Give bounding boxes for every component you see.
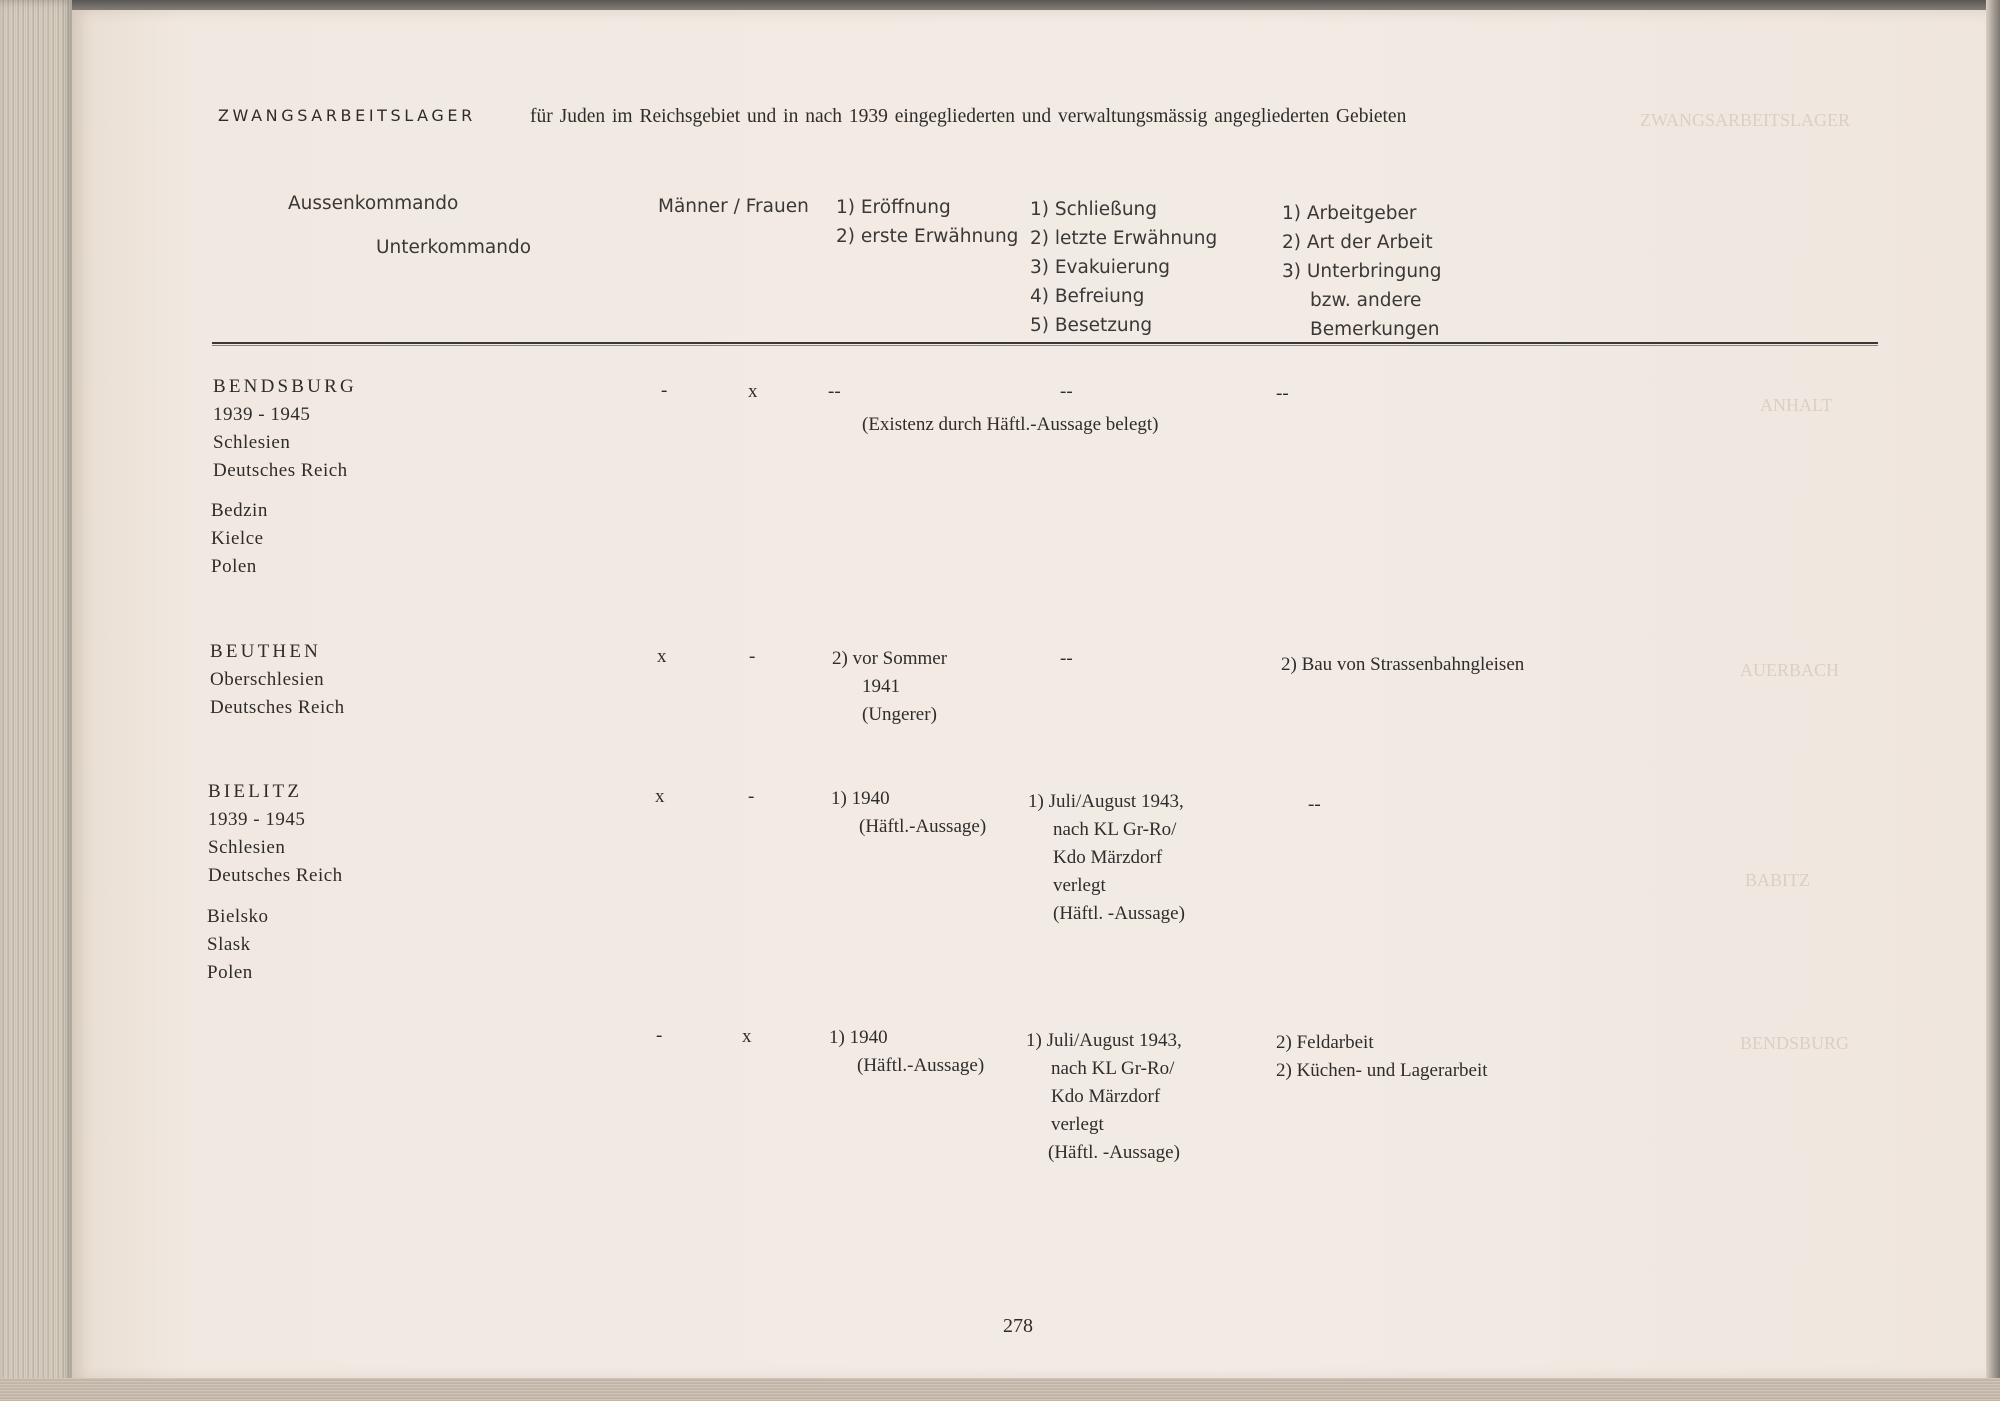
remarks-line: 2) Küchen- und Lagerarbeit (1276, 1060, 1488, 1081)
women-mark: x (748, 381, 758, 402)
camp-name-block (210, 638, 345, 722)
closing-line: nach KL Gr-Ro/ (1053, 819, 1177, 840)
scan-right-edge (1986, 0, 2000, 1401)
opening-cell (832, 645, 947, 729)
remarks-cell (1276, 1029, 1488, 1085)
document-title-rest: für Juden im Reichsgebiet und in nach 1939 eingegliederten und verwaltungsmässig angegliederten Gebieten (530, 106, 1407, 127)
header-remarks (1282, 199, 1442, 344)
camp-detail: Schlesien (208, 837, 286, 858)
existence-note: (Existenz durch Häftl.-Aussage belegt) (862, 414, 1159, 435)
camp-alt-name: Polen (211, 556, 257, 577)
closing-line: verlegt (1051, 1114, 1104, 1135)
header-aussenkommando: Aussenkommando (288, 193, 459, 214)
camp-alt-names (211, 497, 268, 581)
camp-name: BEUTHEN (210, 641, 322, 662)
opening-cell: -- (828, 381, 841, 402)
remarks-line: 2) Feldarbeit (1276, 1032, 1374, 1053)
header-closing-line: 4) Befreiung (1030, 286, 1145, 307)
closing-cell (1026, 1027, 1182, 1167)
header-remarks-line: 2) Art der Arbeit (1282, 232, 1433, 253)
camp-detail: 1939 - 1945 (213, 404, 311, 425)
header-opening (836, 193, 1018, 251)
women-mark: - (749, 646, 756, 667)
camp-alt-name: Slask (207, 934, 251, 955)
remarks-cell: 2) Bau von Strassenbahngleisen (1281, 654, 1525, 675)
camp-name-block (213, 373, 357, 485)
closing-line: 1) Juli/August 1943, (1028, 791, 1184, 812)
header-closing-line: 5) Besetzung (1030, 315, 1153, 336)
closing-cell (1028, 788, 1185, 928)
camp-alt-name: Kielce (211, 528, 264, 549)
document-title-lead: ZWANGSARBEITSLAGER (218, 106, 476, 125)
header-remarks-line: 1) Arbeitgeber (1282, 203, 1417, 224)
camp-alt-name: Bielsko (207, 906, 269, 927)
opening-line: 1941 (862, 676, 900, 697)
men-mark: - (661, 380, 668, 401)
remarks-cell: -- (1308, 794, 1321, 815)
header-remarks-line: Bemerkungen (1310, 319, 1440, 340)
opening-line: 1) 1940 (831, 788, 890, 809)
closing-line: Kdo Märzdorf (1053, 847, 1163, 868)
header-remarks-line: 3) Unterbringung (1282, 261, 1442, 282)
book-bottom-edge (0, 1378, 2000, 1401)
camp-alt-name: Polen (207, 962, 253, 983)
opening-cell (831, 785, 986, 841)
camp-detail: Schlesien (213, 432, 291, 453)
header-divider-shadow (212, 345, 1878, 346)
closing-line: (Häftl. -Aussage) (1048, 1142, 1180, 1163)
women-mark: x (742, 1026, 752, 1047)
camp-name-block (208, 778, 343, 890)
bleed-through-text: ANHALT (1760, 395, 1833, 415)
header-remarks-line: bzw. andere (1310, 290, 1422, 311)
header-maenner-frauen: Männer / Frauen (658, 196, 809, 217)
opening-line: (Ungerer) (862, 704, 937, 725)
camp-detail: Deutsches Reich (213, 460, 348, 481)
camp-name: BIELITZ (208, 781, 303, 802)
opening-line: 1) 1940 (829, 1027, 888, 1048)
bleed-through-text: AUERBACH (1740, 660, 1840, 680)
closing-line: Kdo Märzdorf (1051, 1086, 1161, 1107)
bleed-through-text: ZWANGSARBEITSLAGER (1640, 110, 1850, 130)
camp-name: BENDSBURG (213, 376, 357, 397)
closing-line: 1) Juli/August 1943, (1026, 1030, 1182, 1051)
camp-alt-names (207, 903, 269, 987)
camp-alt-name: Bedzin (211, 500, 268, 521)
bleed-through-text: BABITZ (1745, 870, 1810, 890)
book-page-stack (0, 0, 75, 1401)
header-closing-line: 3) Evakuierung (1030, 257, 1171, 278)
opening-line: (Häftl.-Aussage) (859, 816, 987, 837)
opening-cell (829, 1024, 984, 1080)
page-number: 278 (1003, 1315, 1033, 1337)
camp-detail: Deutsches Reich (208, 865, 343, 886)
header-opening-line: 2) erste Erwähnung (836, 226, 1019, 247)
men-mark: - (656, 1025, 663, 1046)
header-closing (1030, 195, 1217, 340)
camp-detail: 1939 - 1945 (208, 809, 306, 830)
header-closing-line: 1) Schließung (1030, 199, 1158, 220)
men-mark: x (657, 646, 667, 667)
header-closing-line: 2) letzte Erwähnung (1030, 228, 1218, 249)
closing-line: nach KL Gr-Ro/ (1051, 1058, 1175, 1079)
closing-line: (Häftl. -Aussage) (1053, 903, 1185, 924)
opening-line: (Häftl.-Aussage) (857, 1055, 985, 1076)
header-divider (212, 342, 1878, 344)
camp-detail: Deutsches Reich (210, 697, 345, 718)
remarks-cell: -- (1276, 383, 1289, 404)
header-unterkommando: Unterkommando (376, 237, 532, 258)
closing-cell: -- (1060, 381, 1073, 402)
women-mark: - (748, 786, 755, 807)
camp-detail: Oberschlesien (210, 669, 325, 690)
bleed-through-text: BENDSBURG (1740, 1033, 1850, 1053)
men-mark: x (655, 786, 665, 807)
closing-cell: -- (1060, 648, 1073, 669)
header-opening-line: 1) Eröffnung (836, 197, 951, 218)
opening-line: 2) vor Sommer (832, 648, 948, 669)
closing-line: verlegt (1053, 875, 1106, 896)
